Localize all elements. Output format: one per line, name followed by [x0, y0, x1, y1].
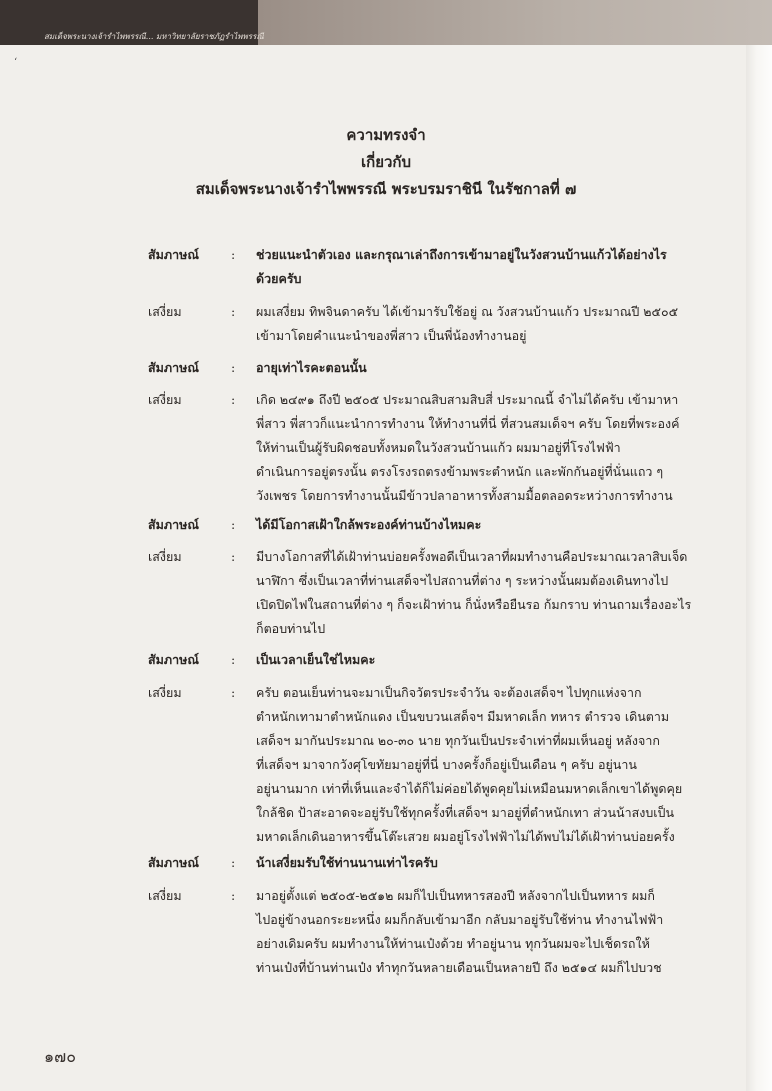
- dialogue-text: [256, 545, 706, 641]
- speaker-label: สัมภาษณ์: [148, 652, 199, 667]
- dialogue-text: [256, 681, 706, 849]
- text-line: เข้ามาโดยคำแนะนำของพี่สาว เป็นพี่น้องทำงานอยู่: [256, 328, 527, 343]
- colon: :: [231, 652, 236, 667]
- text-line: มีบางโอกาสที่ได้เฝ้าท่านบ่อยครั้งพอดีเป็นเวลาที่ผมทำงานคือประมาณเวลาสิบเจ็ด: [256, 549, 688, 564]
- text-line: ที่เสด็จฯ มาจากวังศุโขทัยมาอยู่ที่นี่ บางครั้งก็อยู่เป็นเดือน ๆ ครับ อยู่นาน: [256, 757, 637, 772]
- text-line: อย่างเดิมครับ ผมทำงานให้ท่านเป๋งด้วย ทำอยู่นาน ทุกวันผมจะไปเช็ดรถให้: [256, 936, 650, 951]
- text-line: มหาดเล็กเดินอาหารขึ้นโต๊ะเสวย ผมอยู่โรงไฟฟ้าไม่ได้พบไม่ได้เฝ้าท่านบ่อยครั้ง: [256, 829, 675, 844]
- page-number: ๑๗๐: [44, 1047, 76, 1066]
- text-line: วังเพชร โดยการทำงานนั้นมีข้าวปลาอาหารทั้งสามมื้อตลอดระหว่างการทำงาน: [256, 488, 673, 503]
- dialogue-text: [256, 388, 706, 508]
- colon: :: [231, 392, 236, 407]
- text-line: น้าเสงี่ยมรับใช้ท่านนานเท่าไรครับ: [256, 855, 438, 870]
- text-line: เกิด ๒๔๙๑ ถึงปี ๒๕๐๕ ประมาณสิบสามสิบสี่ ประมาณนี้ จำไม่ได้ครับ เข้ามาหา: [256, 392, 679, 407]
- text-line: ให้ท่านเป็นผู้รับผิดชอบทั้งหมดในวังสวนบ้านแก้ว ผมมาอยู่ที่โรงไฟฟ้า: [256, 440, 621, 455]
- text-line: มาอยู่ตั้งแต่ ๒๕๐๕-๒๕๑๒ ผมก็ไปเป็นทหารสองปี หลังจากไปเป็นทหาร ผมก็: [256, 888, 655, 903]
- header-light-band: [258, 0, 772, 45]
- title-line-3: สมเด็จพระนางเจ้ารำไพพรรณี พระบรมราชินี ในรัชกาลที่ ๗: [195, 180, 577, 198]
- speaker-label: สัมภาษณ์: [148, 855, 199, 870]
- text-line: ดำเนินการอยู่ตรงนั้น ตรงโรงรถตรงข้ามพระตำหนัก และพักกันอยู่ที่นั่นแถว ๆ: [256, 464, 664, 479]
- dialogue-text: [256, 300, 706, 348]
- colon: :: [231, 685, 236, 700]
- text-line: ก็ตอบท่านไป: [256, 621, 326, 636]
- speaker-label: สัมภาษณ์: [148, 360, 199, 375]
- speaker-label: สัมภาษณ์: [148, 517, 199, 532]
- text-line: พี่สาว พี่สาวก็แนะนำการทำงาน ให้ทำงานที่นี่ ที่สวนสมเด็จฯ ครับ โดยที่พระองค์: [256, 416, 680, 431]
- dialogue-text: [256, 513, 706, 537]
- colon: :: [231, 247, 236, 262]
- text-line: อยู่นานมาก เท่าที่เห็นและจำได้ก็ไม่ค่อยได้พูดคุยไม่เหมือนมหาดเล็กเขาได้พูดคุย: [256, 781, 683, 796]
- colon: :: [231, 304, 236, 319]
- text-line: ช่วยแนะนำตัวเอง และกรุณาเล่าถึงการเข้ามาอยู่ในวังสวนบ้านแก้วได้อย่างไร: [256, 247, 667, 262]
- dialogue-text: [256, 851, 706, 875]
- text-line: อายุเท่าไรคะตอนนั้น: [256, 360, 367, 375]
- colon: :: [231, 517, 236, 532]
- text-line: ได้มีโอกาสเฝ้าใกล้พระองค์ท่านบ้างไหมคะ: [256, 517, 482, 532]
- speaker-label: สัมภาษณ์: [148, 247, 199, 262]
- speaker-label: เสงี่ยม: [148, 888, 182, 903]
- title-line-1: ความทรงจำ: [346, 126, 426, 144]
- text-line: ด้วยครับ: [256, 271, 302, 286]
- text-line: เปิดปิดไฟในสถานที่ต่าง ๆ ก็จะเฝ้าท่าน ก็นั่งหรือยืนรอ ก้มกราบ ท่านถามเรื่องอะไร: [256, 597, 692, 612]
- colon: :: [231, 855, 236, 870]
- text-line: ตำหนักเทามาตำหนักแดง เป็นขบวนเสด็จฯ มีมหาดเล็ก ทหาร ตำรวจ เดินตาม: [256, 709, 670, 724]
- title-line-2: เกี่ยวกับ: [360, 153, 412, 171]
- document-title: [0, 122, 772, 203]
- text-line: ผมเสงี่ยม ทิพจินดาครับ ได้เข้ามารับใช้อยู่ ณ วังสวนบ้านแก้ว ประมาณปี ๒๕๐๕: [256, 304, 679, 319]
- text-line: นาฬิกา ซึ่งเป็นเวลาที่ท่านเสด็จฯไปสถานที่ต่าง ๆ ระหว่างนั้นผมต้องเดินทางไป: [256, 573, 669, 588]
- dialogue-text: [256, 648, 706, 672]
- text-line: ท่านเป๋งที่บ้านท่านเป๋ง ทำทุกวันหลายเดือนเป็นหลายปี ถึง ๒๕๑๔ ผมก็ไปบวช: [256, 960, 662, 975]
- running-header: [0, 0, 772, 45]
- dialogue-text: [256, 884, 706, 980]
- dialogue-text: [256, 356, 706, 380]
- speaker-label: เสงี่ยม: [148, 304, 182, 319]
- speaker-label: เสงี่ยม: [148, 392, 182, 407]
- speck-mark: ʻ: [14, 57, 18, 68]
- text-line: เป็นเวลาเย็นใช่ไหมคะ: [256, 652, 376, 667]
- colon: :: [231, 888, 236, 903]
- colon: :: [231, 360, 236, 375]
- colon: :: [231, 549, 236, 564]
- speaker-label: เสงี่ยม: [148, 549, 182, 564]
- speaker-label: เสงี่ยม: [148, 685, 182, 700]
- text-line: ใกล้ชิด ป้าสะอาดจะอยู่รับใช้ทุกครั้งที่เสด็จฯ มาอยู่ที่ตำหนักเทา ส่วนน้าสงบเป็น: [256, 805, 675, 820]
- text-line: ครับ ตอนเย็นท่านจะมาเป็นกิจวัตรประจำวัน จะต้องเสด็จฯ ไปทุกแห่งจาก: [256, 685, 642, 700]
- dialogue-text: [256, 243, 706, 291]
- running-head-text: สมเด็จพระนางเจ้ารำไพพรรณี... มหาวิทยาลัยราชภัฏรำไพพรรณี: [44, 32, 264, 41]
- text-line: เสด็จฯ มากันประมาณ ๒๐-๓๐ นาย ทุกวันเป็นประจำเท่าที่ผมเห็นอยู่ หลังจาก: [256, 733, 660, 748]
- text-line: ไปอยู่ข้างนอกระยะหนึ่ง ผมก็กลับเข้ามาอีก กลับมาอยู่รับใช้ท่าน ทำงานไฟฟ้า: [256, 912, 664, 927]
